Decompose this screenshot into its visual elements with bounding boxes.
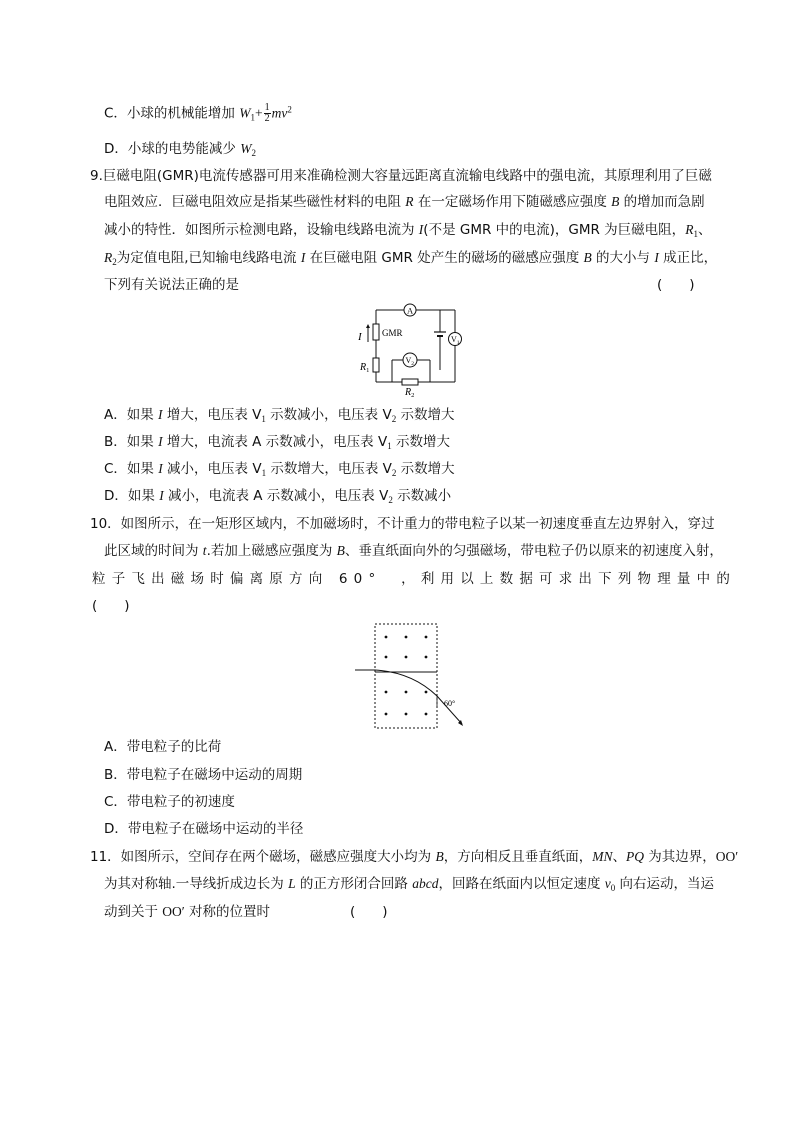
fraction-one-half: $\frac{1}{2}$ (264, 102, 270, 124)
q9-stem-line-4: $R_2$为定值电阻,已知输电线路电流 I 在巨磁电阻 GMR 处产生的磁场的磁感应强度 B 的大小与 I 成正比， (104, 250, 718, 267)
q8-option-d: D．小球的电势能减少 $W_2$ (104, 141, 256, 158)
r1-resistor (373, 358, 379, 372)
q10-option-b: B．带电粒子在磁场中运动的周期 (104, 767, 303, 783)
q9-option-d: D．如果 I 减小，电流表 A 示数减小，电压表 $V_2$ 示数减小 (104, 488, 452, 505)
r2-resistor (402, 379, 418, 385)
r2-label: $R_2$ (405, 387, 415, 398)
q11-stem-line-2: 为其对称轴.一导线折成边长为 L 的正方形闭合回路 abcd，回路在纸面内以恒定速度 $v_0$ 向右运动，当运 (104, 876, 715, 893)
q9-answer-blank: ( ) (657, 277, 695, 293)
q11-stem-line-1: 11．如图所示，空间存在两个磁场，磁感应强度大小均为 B，方向相反且垂直纸面，MN、PQ 为其边界，OO′ (90, 849, 739, 865)
gmr-label: GMR (382, 328, 403, 338)
q9-stem-line-3: 减小的特性．如图所示检测电路，设输电线路电流为 I(不是 GMR 中的电流)，GMR 为巨磁电阻，$R_1$、 (104, 222, 712, 239)
q11-answer-blank: ( ) (350, 904, 388, 920)
q10-option-c: C．带电粒子的初速度 (104, 794, 235, 810)
q9-stem-line-5: 下列有关说法正确的是 (104, 277, 239, 293)
q10-field-diagram (350, 620, 480, 735)
field-region-lower (375, 672, 437, 728)
q10-option-a: A．带电粒子的比荷 (104, 739, 222, 755)
q9-stem-line-1: 9.巨磁电阻(GMR)电流传感器可用来准确检测大容量远距离直流输电线路中的强电流，其原理利用了巨磁 (90, 168, 712, 184)
particle-trajectory (375, 670, 462, 724)
q10-answer-blank: ( ) (92, 598, 130, 614)
current-label: I (358, 331, 362, 343)
v2-label: $V_2$ (405, 356, 415, 367)
v1-label: $V_1$ (451, 335, 460, 346)
angle-label: 60° (444, 699, 456, 708)
q9-option-b: B．如果 I 增大，电流表 A 示数减小，电压表 $V_1$ 示数增大 (104, 434, 450, 451)
field-region-upper (375, 624, 437, 672)
q9-option-a: A．如果 I 增大，电压表 $V_1$ 示数减小，电压表 $V_2$ 示数增大 (104, 407, 455, 424)
q10-stem-line-3: 粒子飞出磁场时偏离原方向 60° ，利用以上数据可求出下列物理量中的 (92, 571, 737, 587)
ammeter-label: A (407, 305, 414, 316)
q8-option-c: C．小球的机械能增加 $W_1+$ $\frac{1}{2}$ $mv^2$ (104, 102, 292, 124)
q9-option-c: C．如果 I 减小，电压表 $V_1$ 示数增大，电压表 $V_2$ 示数增大 (104, 461, 455, 478)
q10-option-d: D．带电粒子在磁场中运动的半径 (104, 821, 304, 837)
q10-stem-line-1: 10．如图所示，在一矩形区域内，不加磁场时，不计重力的带电粒子以某一初速度垂直左边界射入，穿过 (90, 516, 715, 532)
gmr-resistor (373, 324, 379, 340)
field-dots (385, 636, 428, 716)
r1-label: $R_1$ (360, 362, 370, 374)
q9-stem-line-2: 电阻效应．巨磁电阻效应是指某些磁性材料的电阻 R 在一定磁场作用下随磁感应强度 B 的增加而急剧 (104, 194, 705, 210)
q11-stem-line-3: 动到关于 OO′ 对称的位置时 (104, 904, 271, 920)
q9-circuit-diagram (350, 298, 470, 398)
q10-stem-line-2: 此区域的时间为 t.若加上磁感应强度为 B、垂直纸面向外的匀强磁场，带电粒子仍以原来的初速度入射， (104, 543, 723, 559)
